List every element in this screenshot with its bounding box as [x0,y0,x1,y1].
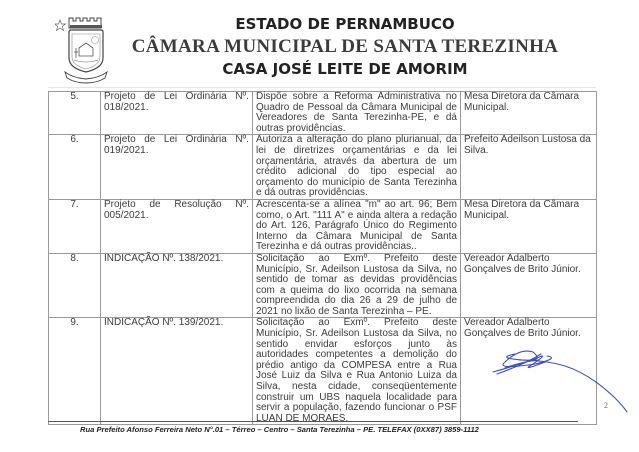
page-number: 2 [604,401,608,410]
footer-divider [48,421,578,422]
table-row [49,253,597,318]
table-row [49,92,597,135]
project-word: de [144,91,156,102]
project-word: de [144,134,156,146]
project-word: Projeto [104,134,136,146]
project-word: Projeto [104,91,136,102]
author-cell: Mesa Diretora da Câmara Municipal. [461,92,597,135]
author-cell: Prefeito Adeilson Lustosa da Silva. [461,135,597,200]
project-word: Resolução [174,198,222,210]
item-number: 9. [49,318,101,425]
header-house: CASA JOSÉ LEITE DE AMORIM [222,60,468,78]
project-number: 019/2021. [104,144,149,156]
project-cell: INDICAÇÃO Nº. 139/2021. [101,318,253,425]
signature-icon [475,340,635,420]
item-number: 8. [49,253,101,318]
item-number: 6. [49,135,101,200]
project-cell [101,135,253,200]
header-state: ESTADO DE PERNAMBUCO [235,15,455,33]
table-row [49,199,597,253]
table-row [49,135,597,200]
description-cell: Solicitação ao Exmº. Prefeito deste Município, Sr. Adeilson Lustosa da Silva, no sentido de tomar as devidas providências com a queima do lixo ocorrida na semana compreendida do dia 26 a 29 de julho de 2021 no lixão de Santa Terezinha – PE. [253,253,461,318]
footer-address: Rua Prefeito Afonso Ferreira Neto N°.01 – Térreo – Centro – Santa Terezinha – PE. TELEFAX (0XX87) 3859-1112 [80,425,479,434]
description-cell: Autoriza a alteração do plano plurianual, da lei de diretrizes orçamentárias e da lei orçamentária, através da abertura de um crédito adicional do tipo especial ao orçamento do município de Santa Terezinha e dá outras providências. [253,135,461,200]
item-number: 5. [49,92,101,135]
author-cell: Vereador Adalberto Gonçalves de Brito Júnior. [461,318,597,425]
project-word: Ordinária [185,134,227,146]
description-cell: Dispõe sobre a Reforma Administrativa no Quadro de Pessoal da Câmara Municipal de Vereadores de Santa Terezinha-PE, e dá outras providências. [253,92,461,135]
project-word: Nº. [235,134,249,146]
header-divider [48,87,596,88]
project-cell [101,92,253,135]
project-word: Nº. [235,91,249,102]
description-cell: Acrescenta-se a alínea "m" ao art. 96; Bem como, o Art. "111 A" e ainda altera a redação do Art. 126, Parágrafo Único do Regimento Interno da Câmara Municipal de Santa Terezinha e dá outras providências.. [253,199,461,253]
description-cell: Solicitação ao Exmº. Prefeito deste Município, Sr. Adeilson Lustosa da Silva, no sentido envidar esforços junto às autoridades competentes a demolição do prédio antigo da COMPESA entre a Rua José Luiz da Silva e Rua Antonio Luiza da Silva, nesta cidade, conseqüentemente construir um UBS naquela localidade para servir a população, fazendo funcionar o PSF LUAN DE MORAES. [253,318,461,425]
coat-of-arms-icon [55,12,111,84]
header-chamber: CÂMARA MUNICIPAL DE SANTA TEREZINHA [131,36,559,57]
project-word: de [149,198,161,210]
project-number: 018/2021. [104,101,149,113]
project-word: Lei [163,91,178,102]
project-cell: INDICAÇÃO Nº. 138/2021. [101,253,253,318]
author-cell: Vereador Adalberto Gonçalves de Brito Júnior. [461,253,597,318]
item-number: 7. [49,199,101,253]
project-number: 005/2021. [104,209,149,221]
project-word: Nº. [235,198,249,210]
project-cell [101,199,253,253]
project-word: Ordinária [185,91,227,102]
project-word: Projeto [104,198,136,210]
project-word: Lei [163,134,178,146]
author-cell: Mesa Diretora da Câmara Municipal. [461,199,597,253]
